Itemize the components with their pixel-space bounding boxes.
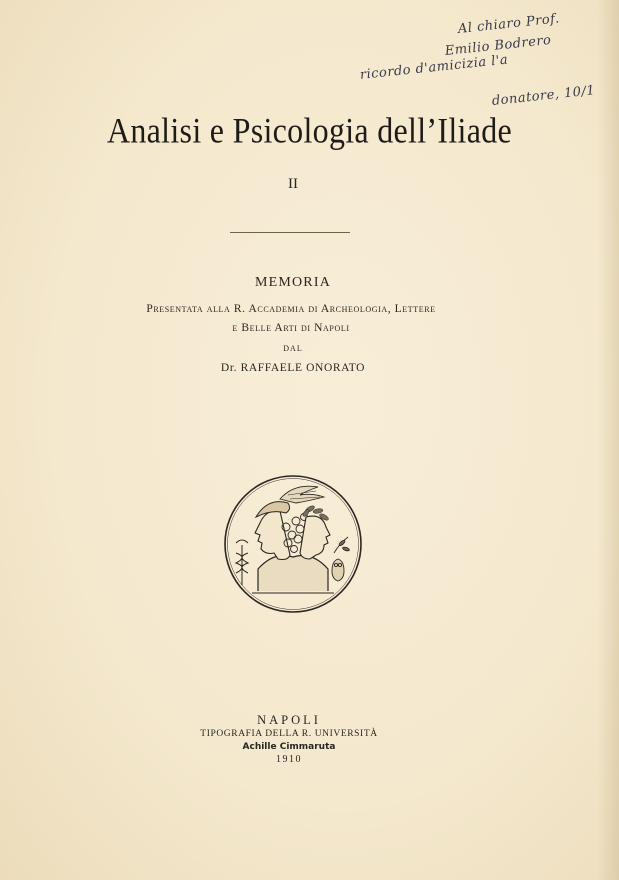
imprint-printer: Achille Cimmaruta: [242, 742, 336, 752]
book-title: Analisi e Psicologia dell’Iliade: [106, 109, 513, 151]
presented-line-2: e Belle Arti di Napoli: [232, 322, 350, 334]
handwritten-dedication-line-2: Emilio Bodrero: [444, 32, 553, 59]
imprint-year: 1910: [276, 754, 302, 765]
memoria-heading: MEMORIA: [254, 275, 332, 290]
handwritten-dedication-line-4: donatore, 10/1: [491, 83, 596, 109]
presented-line-1: Presentata alla R. Accademia di Archeologia, Lettere: [146, 303, 436, 315]
imprint-city: NAPOLI: [257, 713, 321, 727]
by-label: DAL: [283, 344, 303, 353]
handwritten-dedication-line-1: Al chiaro Prof.: [457, 11, 561, 37]
medallion-emblem: [222, 473, 364, 615]
imprint-press: TIPOGRAFIA DELLA R. UNIVERSITÀ: [200, 729, 378, 739]
volume-number: II: [288, 176, 298, 192]
title-divider: [230, 232, 350, 233]
handwritten-dedication-line-3: ricordo d'amicizia l'a: [359, 52, 509, 83]
author-name: Dr. RAFFAELE ONORATO: [220, 362, 366, 374]
